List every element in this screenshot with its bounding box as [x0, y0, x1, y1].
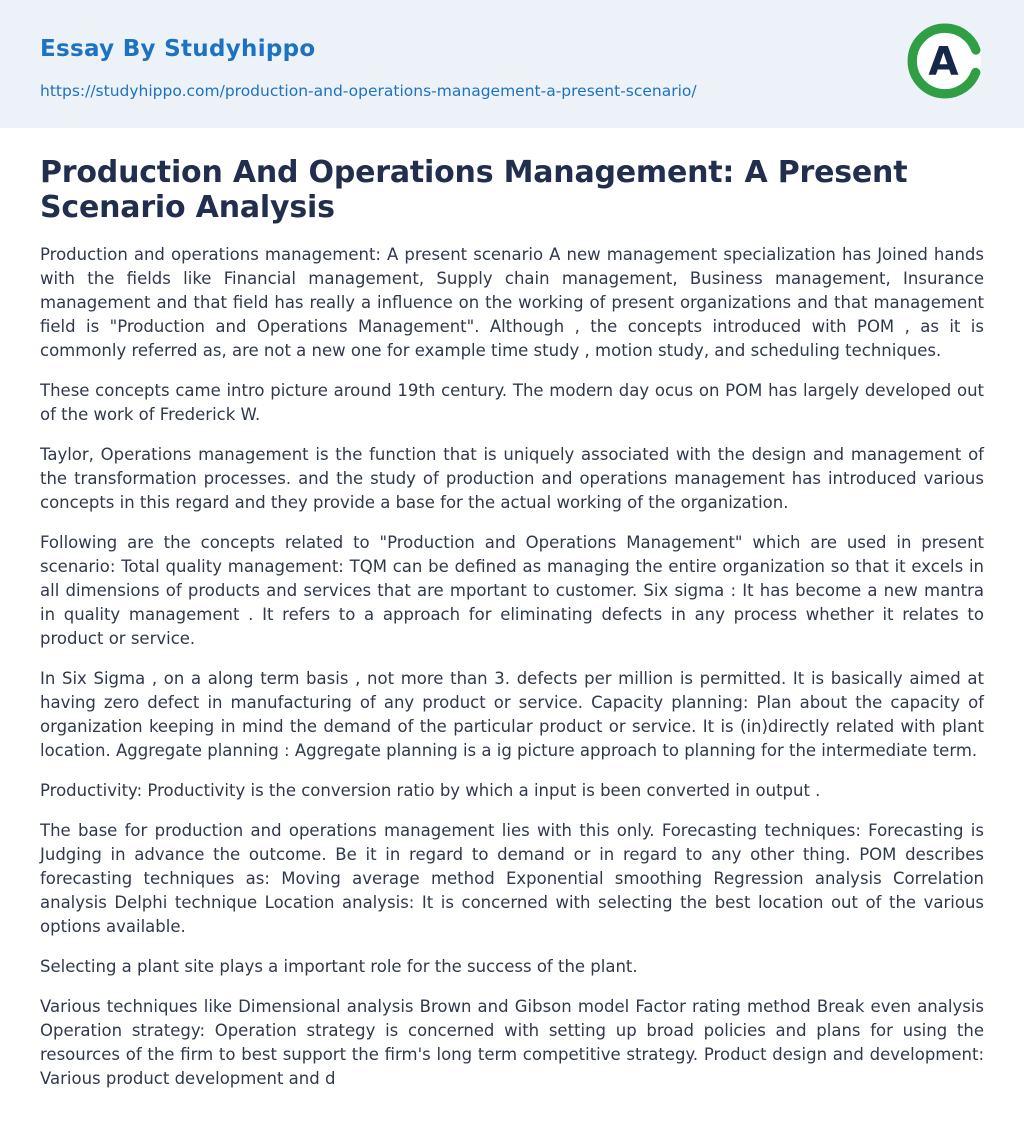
- source-url-link[interactable]: https://studyhippo.com/production-and-operations-management-a-present-scenario/: [40, 82, 697, 100]
- header-text: [40, 30, 697, 100]
- article-paragraph: Selecting a plant site plays a important role for the success of the plant.: [40, 957, 638, 976]
- article: [0, 128, 1024, 1147]
- article-paragraph: The base for production and operations management lies with this only. Forecasting techniques: Forecasting is Judging in advance the outcome. Be it in regard to demand or in regard to any other thing. POM describes forecasting techniques as: Moving average method Exponential smoothing Regression analysis Correlation analysis Delphi technique Location analysis: It is concerned with selecting the best location out of the various options available.: [40, 821, 984, 936]
- logo-ring-icon: [906, 22, 984, 100]
- article-paragraph: These concepts came intro picture around 19th century. The modern day ocus on POM has largely developed out of the work of Frederick W.: [40, 381, 984, 424]
- header: [0, 0, 1024, 128]
- article-paragraph: Following are the concepts related to "Production and Operations Management" which are used in present scenario: Total quality management: TQM can be defined as managing the entire organization so that it excels in all dimensions of products and services that are mportant to customer. Six sigma : It has become a new mantra in quality management . It refers to a approach for eliminating defects in any process whether it relates to product or service.: [40, 533, 984, 648]
- article-title: Production And Operations Management: A Present Scenario Analysis: [40, 155, 908, 225]
- article-paragraph: Production and operations management: A present scenario A new management specialization has Joined hands with the fields like Financial management, Supply chain management, Business management, Insurance management and that field has really a influence on the working of present organizations and that management field is "Production and Operations Management". Although , the concepts introduced with POM , as it is commonly referred as, are not a new one for example time study , motion study, and scheduling techniques.: [40, 245, 984, 360]
- site-title: Essay By Studyhippo: [40, 36, 316, 62]
- article-paragraph: Taylor, Operations management is the function that is uniquely associated with the design and management of the transformation processes. and the study of production and operations management has introduced various concepts in this regard and they provide a base for the actual working of the organization.: [40, 445, 984, 512]
- article-paragraph: Productivity: Productivity is the conversion ratio by which a input is been converted in output .: [40, 781, 821, 800]
- article-paragraph: Various techniques like Dimensional analysis Brown and Gibson model Factor rating method Break even analysis Operation strategy: Operation strategy is concerned with setting up broad policies and plans for using the resources of the firm to best support the firm's long term competitive strategy. Product design and development: Various product development and d: [40, 997, 984, 1088]
- studyhippo-logo-icon: [906, 22, 984, 100]
- article-paragraph: In Six Sigma , on a along term basis , not more than 3. defects per million is permitted. It is basically aimed at having zero defect in manufacturing of any product or service. Capacity planning: Plan about the capacity of organization keeping in mind the demand of the particular product or service. It is (in)directly related with plant location. Aggregate planning : Aggregate planning is a ig picture approach to planning for the intermediate term.: [40, 669, 984, 760]
- logo-letter: A: [928, 39, 959, 85]
